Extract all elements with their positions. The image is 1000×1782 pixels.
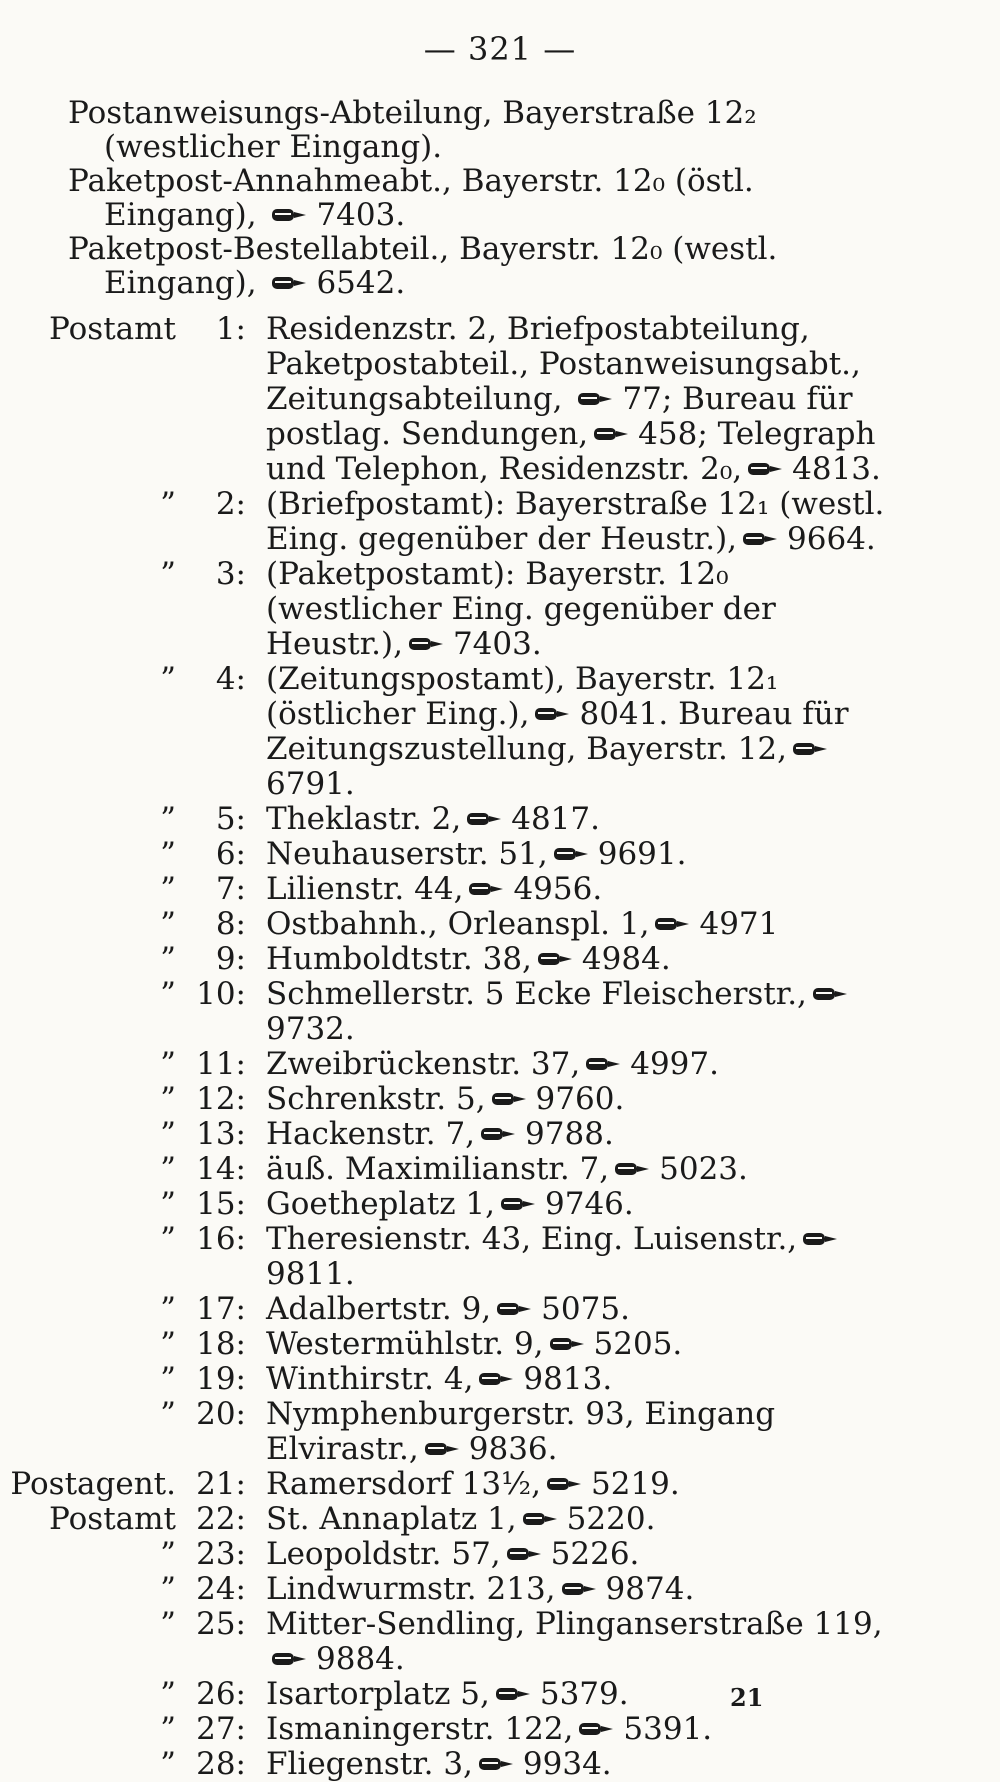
list-item [0,1502,1000,1537]
office-address [266,942,902,977]
telephone-number: 7403. [452,626,542,662]
office-label: ” [160,976,176,1012]
address-text: Mitter-Sendling, Plinganserstraße 119, [266,1606,883,1642]
address-text: Lilienstr. 44, [266,871,464,907]
office-address [266,1537,902,1572]
office-label: ” [160,1711,176,1747]
address-text: Lindwurmstr. 213, [266,1571,556,1607]
address-text: Leopoldstr. 57, [266,1536,501,1572]
address-text: (Paketpostamt): Bayerstr. 12₀ (westlicher Eing. gegenüber der Heustr.), [266,556,776,662]
telephone-number: 9732. [266,1011,355,1047]
telephone-icon [653,915,693,933]
telephone-icon [477,1370,517,1388]
telephone-number: 77; Bureau für postlag. Sendungen, [266,381,853,452]
telephone-icon [584,1055,624,1073]
telephone-number: 9788. [525,1116,614,1152]
telephone-number: 4817. [511,801,600,837]
office-label: ” [160,1151,176,1187]
telephone-icon [545,1475,585,1493]
office-label: ” [160,801,176,837]
list-item [0,872,1000,907]
office-label: ” [160,1536,176,1572]
address-text: Fliegenstr. 3, [266,1746,473,1782]
telephone-number: 5379. [539,1676,629,1712]
telephone-icon [505,1545,545,1563]
office-label: ” [160,1116,176,1152]
office-label: ” [160,1746,176,1782]
telephone-icon [533,705,573,723]
telephone-number: 5023. [659,1151,748,1187]
list-item [0,1187,1000,1222]
address-text: Neuhauserstr. 51, [266,836,548,872]
office-address [266,1222,902,1292]
list-item [0,1117,1000,1152]
intro-item [68,232,908,300]
office-number: 27: [196,1711,246,1747]
list-item [0,1467,1000,1502]
intro-text: Paketpost-Bestellabteil., Bayerstr. 12₀ (westl. Eingang), [68,231,778,301]
office-address [266,1082,902,1117]
office-label: ” [160,1396,176,1432]
office-number: 20: [196,1396,246,1432]
telephone-number: 9664. [787,521,876,557]
telephone-icon [552,845,592,863]
address-text: (Zeitungspostamt), Bayerstr. 12₁ (östlicher Eing.), [266,661,779,732]
list-item [0,557,1000,662]
address-text: Adalbertstr. 9, [266,1291,492,1327]
telephone-number: 4971 [699,906,779,942]
list-item [0,1152,1000,1187]
intro-item [68,164,908,232]
office-number: 4: [215,661,246,697]
list-item [0,1047,1000,1082]
office-number: 14: [196,1151,246,1187]
office-label: ” [160,1676,176,1712]
telephone-number: 5391. [623,1711,713,1747]
list-item [0,837,1000,872]
telephone-icon [490,1090,530,1108]
telephone-number: 9746. [545,1186,634,1222]
telephone-icon [494,1685,534,1703]
telephone-icon [270,206,310,224]
address-text: Ostbahnh., Orleanspl. 1, [266,906,650,942]
office-address [266,1327,902,1362]
office-number: 5: [215,801,246,837]
list-item [0,1292,1000,1327]
office-label: ” [160,906,176,942]
telephone-icon [801,1230,841,1248]
office-number: 19: [196,1361,246,1397]
list-item [0,312,1000,487]
office-number: 10: [196,976,246,1012]
office-label: ” [160,1291,176,1327]
office-number: 26: [196,1676,246,1712]
list-item [0,802,1000,837]
office-number: 8: [215,906,246,942]
office-address [266,802,902,837]
office-address [266,907,902,942]
address-text: Zweibrückenstr. 37, [266,1046,581,1082]
telephone-icon [560,1580,600,1598]
address-text: äuß. Maximilianstr. 7, [266,1151,610,1187]
address-text: Westermühlstr. 9, [266,1326,544,1362]
list-item [0,1362,1000,1397]
address-text: (Briefpostamt): Bayerstraße 12₁ (westl. Eing. gegenüber der Heustr.), [266,486,885,557]
telephone-number: 5075. [541,1291,630,1327]
office-label: ” [160,1186,176,1222]
address-text: Theklastr. 2, [266,801,462,837]
signature-mark: 21 [730,1683,764,1712]
office-address [266,1397,902,1467]
office-label: Postagent. [10,1466,176,1502]
telephone-icon [548,1335,588,1353]
office-label: ” [160,836,176,872]
office-address [266,1747,902,1782]
telephone-icon [613,1160,653,1178]
office-address [266,487,902,557]
telephone-icon [407,635,447,653]
office-number: 12: [196,1081,246,1117]
address-text: Ismaningerstr. 122, [266,1711,574,1747]
office-number: 13: [196,1116,246,1152]
office-number: 1: [215,311,246,347]
telephone-icon [746,460,786,478]
telephone-icon [499,1195,539,1213]
telephone-icon [791,740,831,758]
telephone-number: 5205. [593,1326,683,1362]
office-address [266,662,902,802]
office-number: 16: [196,1221,246,1257]
office-number: 9: [215,941,246,977]
office-address [266,872,902,907]
list-item [0,662,1000,802]
telephone-icon [467,880,507,898]
list-item [0,1677,1000,1712]
telephone-number: 9691. [597,836,687,872]
office-label: ” [160,486,176,522]
address-text: Winthirstr. 4, [266,1361,474,1397]
telephone-icon [423,1440,463,1458]
telephone-icon [577,1720,617,1738]
telephone-number: 8041. Bureau für Zeitungszustellung, Bayerstr. 12, [266,696,849,767]
address-text: Hackenstr. 7, [266,1116,476,1152]
list-item [0,1607,1000,1677]
office-label: ” [160,1361,176,1397]
telephone-number: 7403. [316,197,406,233]
telephone-icon [270,1650,310,1668]
address-text: Schrenkstr. 5, [266,1081,486,1117]
list-item [0,1397,1000,1467]
office-number: 7: [215,871,246,907]
telephone-number: 5226. [550,1536,640,1572]
office-address [266,1607,902,1677]
address-text: Theresienstr. 43, Eing. Luisenstr., [266,1221,798,1257]
address-text: Isartorplatz 5, [266,1676,490,1712]
list-item [0,1537,1000,1572]
office-number: 6: [215,836,246,872]
office-label: ” [160,1326,176,1362]
telephone-icon [465,810,505,828]
telephone-number: 6791. [266,766,355,802]
telephone-icon [811,985,851,1003]
telephone-number: 9760. [535,1081,625,1117]
office-number: 2: [215,486,246,522]
list-item [0,1572,1000,1607]
telephone-icon [592,425,632,443]
office-address [266,1572,902,1607]
office-label: ” [160,1606,176,1642]
telephone-number: 4984. [581,941,671,977]
telephone-number: 9874. [605,1571,695,1607]
list-item [0,487,1000,557]
office-number: 17: [196,1291,246,1327]
office-number: 25: [196,1606,246,1642]
office-address [266,1467,902,1502]
office-number: 28: [196,1746,246,1782]
telephone-number: 9811. [266,1256,355,1292]
list-item [0,977,1000,1047]
office-address [266,1292,902,1327]
office-address [266,1712,902,1747]
intro-text: Postanweisungs-Abteilung, Bayerstraße 12₂ (westlicher Eingang). [68,95,757,165]
address-text: Humboldtstr. 38, [266,941,532,977]
telephone-number: 4813. [792,451,881,487]
office-address [266,1677,902,1712]
telephone-icon [576,390,616,408]
intro-text: Paketpost-Annahmeabt., Bayerstr. 12₀ (östl. Eingang), [68,163,754,233]
telephone-number: 4997. [630,1046,719,1082]
telephone-icon [479,1125,519,1143]
office-label: ” [160,661,176,697]
office-number: 15: [196,1186,246,1222]
telephone-number: 458; Telegraph und Telephon, Residenzstr. 2₀, [266,416,876,487]
list-item [0,907,1000,942]
telephone-number: 5220. [566,1501,656,1537]
telephone-number: 9934. [522,1746,612,1782]
office-address [266,1187,902,1222]
telephone-icon [270,274,310,292]
postamt-list [0,312,1000,1782]
office-label: Postamt [49,1501,176,1537]
office-number: 3: [215,556,246,592]
address-text: Residenzstr. 2, Briefpostabteilung, Paketpostabteil., Postanweisungsabt., Zeitungsabteilung, [266,311,861,417]
list-item [0,1747,1000,1782]
office-number: 23: [196,1536,246,1572]
office-address [266,837,902,872]
list-item [0,942,1000,977]
telephone-number: 9836. [468,1431,558,1467]
telephone-icon [741,530,781,548]
page-number: — 321 — [423,30,577,68]
office-number: 24: [196,1571,246,1607]
intro-section [68,96,908,300]
address-text: Schmellerstr. 5 Ecke Fleischerstr., [266,976,807,1012]
office-address [266,557,902,662]
office-number: 11: [196,1046,246,1082]
address-text: Nymphenburgerstr. 93, Eingang Elvirastr., [266,1396,776,1467]
list-item [0,1712,1000,1747]
office-address [266,312,902,487]
telephone-number: 9813. [523,1361,613,1397]
telephone-number: 4956. [513,871,603,907]
office-address [266,1152,902,1187]
address-text: Goetheplatz 1, [266,1186,496,1222]
address-text: Ramersdorf 13½, [266,1466,542,1502]
list-item [0,1082,1000,1117]
telephone-number: 5219. [591,1466,680,1502]
list-item [0,1327,1000,1362]
telephone-number: 9884. [316,1641,405,1677]
office-number: 18: [196,1326,246,1362]
office-label: Postamt [49,311,176,347]
office-address [266,1362,902,1397]
address-text: St. Annaplatz 1, [266,1501,517,1537]
office-label: ” [160,1081,176,1117]
office-address [266,1047,902,1082]
office-label: ” [160,1221,176,1257]
office-label: ” [160,871,176,907]
telephone-icon [521,1510,561,1528]
office-number: 21: [196,1466,246,1502]
office-label: ” [160,1571,176,1607]
telephone-icon [477,1755,517,1773]
telephone-number: 6542. [316,265,406,301]
office-label: ” [160,941,176,977]
office-number: 22: [196,1501,246,1537]
office-address [266,1117,902,1152]
telephone-icon [495,1300,535,1318]
office-label: ” [160,556,176,592]
office-address [266,1502,902,1537]
intro-item [68,96,908,164]
list-item [0,1222,1000,1292]
office-address [266,977,902,1047]
office-label: ” [160,1046,176,1082]
telephone-icon [536,950,576,968]
